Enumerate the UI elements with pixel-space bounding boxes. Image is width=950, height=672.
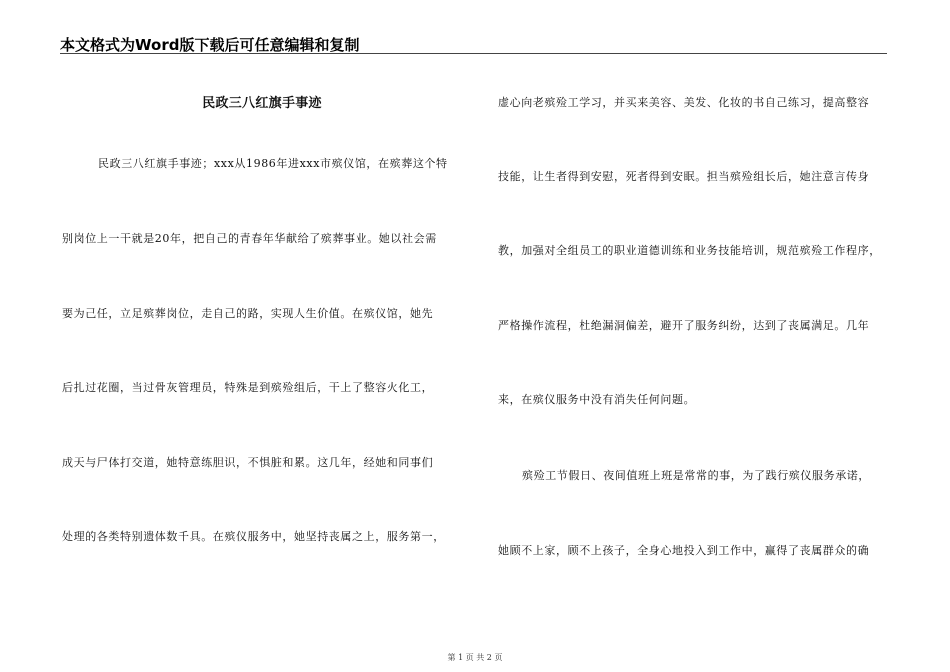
left-line-6: 处理的各类特别遗体数千具。在殡仪服务中，她坚持丧属之上，服务第一， (62, 530, 445, 543)
right-line-6: 殡殓工节假日、夜间值班上班是常常的事，为了践行殡仪服务承诺， (522, 469, 870, 482)
right-line-2: 技能，让生者得到安慰，死者得到安眠。担当殡殓组长后，她注意言传身 (498, 170, 870, 183)
right-line-1: 虚心向老殡殓工学习，并买来美容、美发、化妆的书自己练习，提高整容 (498, 96, 870, 109)
right-line-3: 教，加强对全组员工的职业道德训练和业务技能培训，规范殡殓工作程序， (498, 244, 881, 257)
document-title: 民政三八红旗手事迹 (202, 96, 322, 111)
header-divider (60, 53, 887, 54)
left-line-3: 要为己任，立足殡葬岗位，走自己的路，实现人生价值。在殡仪馆，她先 (62, 307, 434, 320)
right-line-7: 她顾不上家，顾不上孩子，全身心地投入到工作中，赢得了丧属群众的确 (498, 544, 870, 557)
left-line-1: 民政三八红旗手事迹；xxx从1986年进xxx市殡仪馆，在殡葬这个特 (98, 157, 448, 170)
left-line-4: 后扎过花圈，当过骨灰管理员，特殊是到殡殓组后，干上了整容火化工， (62, 381, 434, 394)
page-number: 第 1 页 共 2 页 (447, 653, 503, 662)
left-line-5: 成天与尸体打交道，她特意练胆识，不惧脏和累。这几年，经她和同事们 (62, 456, 434, 469)
left-line-2: 别岗位上一干就是20年，把自己的青春年华献给了殡葬事业。她以社会需 (62, 232, 437, 245)
right-line-5: 来，在殡仪服务中没有消失任何问题。 (498, 393, 696, 406)
right-line-4: 严格操作流程，杜绝漏洞偏差，避开了服务纠纷，达到了丧属满足。几年 (498, 319, 870, 332)
document-banner: 本文格式为Word版下载后可任意编辑和复制 (60, 36, 360, 54)
